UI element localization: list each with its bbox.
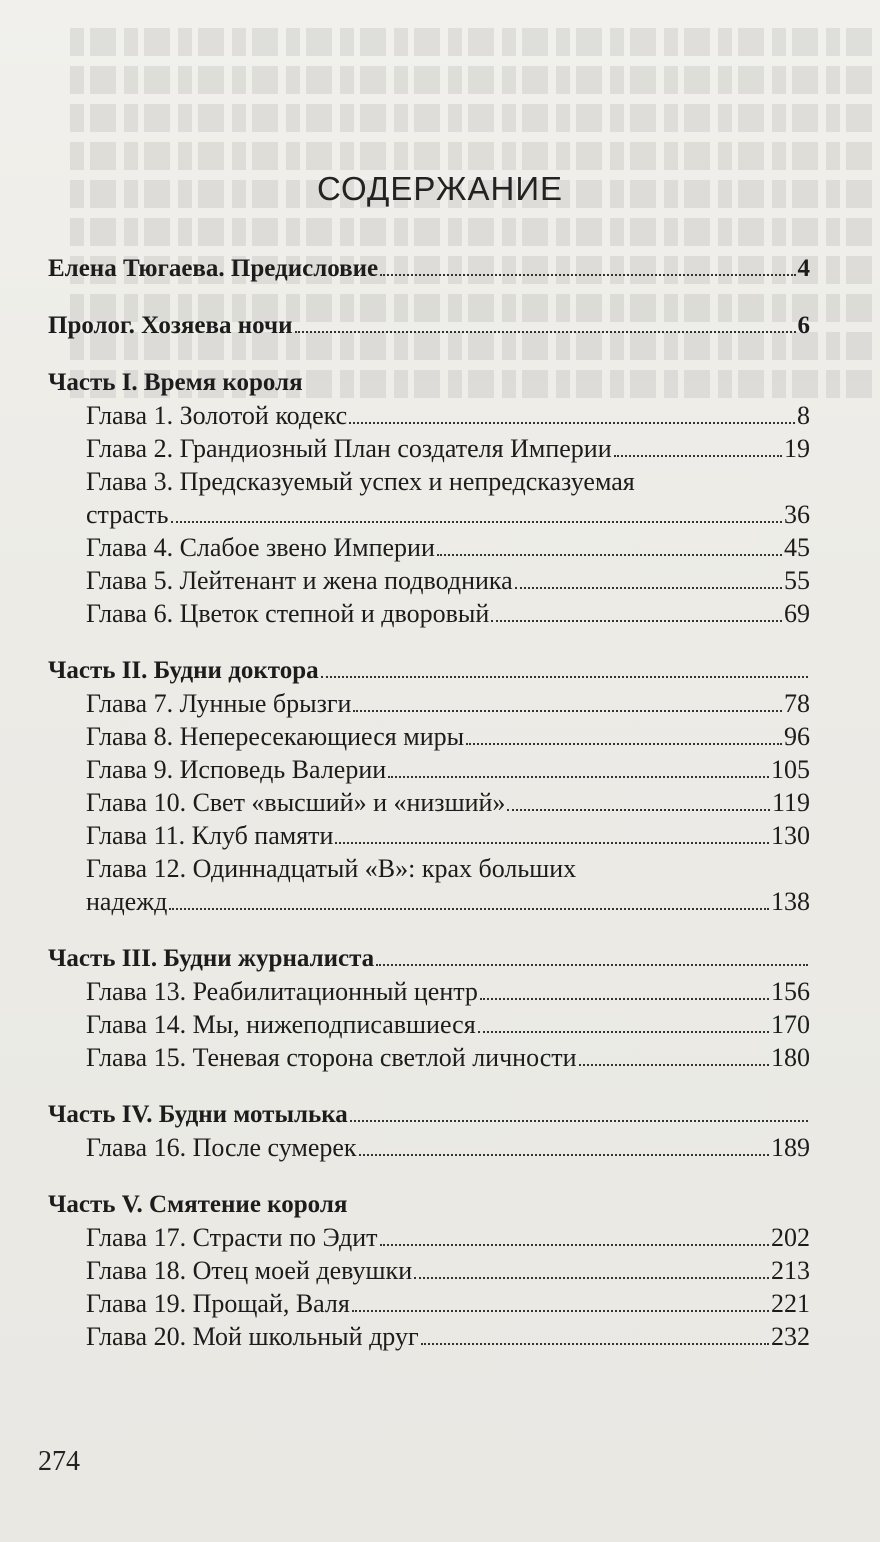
dot-leader [295,331,796,333]
chapter-label: Глава 10. Свет «высший» и «низший» [86,788,506,817]
part-title: Часть III. Будни журналиста [48,945,375,972]
toc-entry-prologue [48,309,810,342]
chapter-label-line1: Глава 12. Одиннадцатый «В»: крах больших [86,854,577,883]
chapter-entry [48,819,810,852]
entry-label: Елена Тюгаева. Предисловие [48,255,379,282]
chapter-label: Глава 19. Прощай, Валя [86,1289,350,1318]
chapter-page: 78 [784,689,810,718]
chapter-page: 119 [771,788,810,817]
chapter-page: 189 [771,1133,810,1162]
dot-leader [478,1031,769,1033]
dot-leader [421,1343,769,1345]
toc-heading: СОДЕРЖАНИЕ [316,170,564,207]
chapter-page: 221 [771,1289,810,1318]
chapter-label-line1: Глава 3. Предсказуемый успех и непредсказуемая [86,467,635,496]
chapter-entry [48,1131,810,1164]
chapter-label: Глава 18. Отец моей девушки [86,1256,413,1285]
chapter-page: 105 [771,755,810,784]
dot-leader [380,274,795,276]
chapter-page: 55 [784,566,810,595]
chapter-entry [48,531,810,564]
dot-leader [335,842,769,844]
chapter-entry [48,753,810,786]
dot-leader [614,455,782,457]
chapter-entry [48,597,810,630]
part-title: Часть II. Будни доктора [48,657,319,684]
dot-leader [353,710,782,712]
part-title: Часть I. Время короля [48,369,303,396]
chapter-entry [48,1320,810,1353]
entry-label: Пролог. Хозяева ночи [48,312,293,339]
dot-leader [507,809,770,811]
chapter-entry [48,975,810,1008]
dot-leader [349,422,795,424]
chapter-entry [48,1221,810,1254]
chapter-label: Глава 14. Мы, нижеподписавшиеся [86,1010,476,1039]
chapter-label: Глава 8. Непересекающиеся миры [86,722,465,751]
dot-leader [437,554,782,556]
page-number: 274 [38,1446,80,1477]
dot-leader [380,1244,769,1246]
chapter-page: 156 [771,977,810,1006]
dot-leader [350,1120,808,1122]
chapter-label: надежд [86,887,168,916]
chapter-page: 36 [784,500,810,529]
chapter-page: 8 [797,401,810,430]
chapter-label: Глава 9. Исповедь Валерии [86,755,387,784]
part-title-row [48,654,810,687]
chapter-entry [48,498,810,531]
table-of-contents [48,252,810,1353]
chapter-label: Глава 16. После сумерек [86,1133,357,1162]
chapter-label: Глава 20. Мой школьный друг [86,1322,419,1351]
dot-leader [359,1154,769,1156]
chapter-label: Глава 1. Золотой кодекс [86,401,348,430]
chapter-entry [48,1287,810,1320]
chapter-label: Глава 4. Слабое звено Империи [86,533,435,562]
chapter-label: Глава 15. Теневая сторона светлой личности [86,1043,577,1072]
dot-leader [579,1064,769,1066]
dot-leader [480,998,769,1000]
entry-page: 4 [797,255,810,282]
chapter-label: Глава 13. Реабилитационный центр [86,977,478,1006]
dot-leader [321,676,808,678]
chapter-page: 202 [771,1223,810,1252]
chapter-entry [48,720,810,753]
chapter-page: 45 [784,533,810,562]
chapter-page: 138 [771,887,810,916]
chapter-entry [48,1008,810,1041]
chapter-entry [48,687,810,720]
dot-leader [388,776,769,778]
chapter-entry [48,1041,810,1074]
dot-leader [491,620,782,622]
chapter-entry [48,399,810,432]
dot-leader [169,908,769,910]
chapter-page: 19 [784,434,810,463]
chapter-entry [48,885,810,918]
chapter-page: 130 [771,821,810,850]
chapter-entry [48,432,810,465]
dot-leader [171,521,782,523]
dot-leader [466,743,782,745]
chapter-page: 69 [784,599,810,628]
chapter-page: 232 [771,1322,810,1351]
chapter-label: страсть [86,500,169,529]
chapter-label: Глава 5. Лейтенант и жена подводника [86,566,513,595]
part-title: Часть V. Смятение короля [48,1191,348,1218]
chapter-entry [48,1254,810,1287]
dot-leader [352,1310,769,1312]
chapter-page: 96 [784,722,810,751]
entry-page: 6 [797,312,810,339]
chapter-label: Глава 6. Цветок степной и дворовый [86,599,490,628]
chapter-page: 180 [771,1043,810,1072]
chapter-label: Глава 2. Грандиозный План создателя Империи [86,434,612,463]
dot-leader [376,964,808,966]
chapter-page: 213 [771,1256,810,1285]
part-title-row [48,942,810,975]
chapter-page: 170 [771,1010,810,1039]
chapter-label: Глава 17. Страсти по Эдит [86,1223,378,1252]
part-title: Часть IV. Будни мотылька [48,1101,348,1128]
chapter-entry [48,564,810,597]
dot-leader [515,587,782,589]
chapter-entry [48,786,810,819]
dot-leader [414,1277,769,1279]
toc-entry-preface [48,252,810,285]
part-title-row [48,1098,810,1131]
chapter-label: Глава 11. Клуб памяти [86,821,334,850]
chapter-label: Глава 7. Лунные брызги [86,689,352,718]
